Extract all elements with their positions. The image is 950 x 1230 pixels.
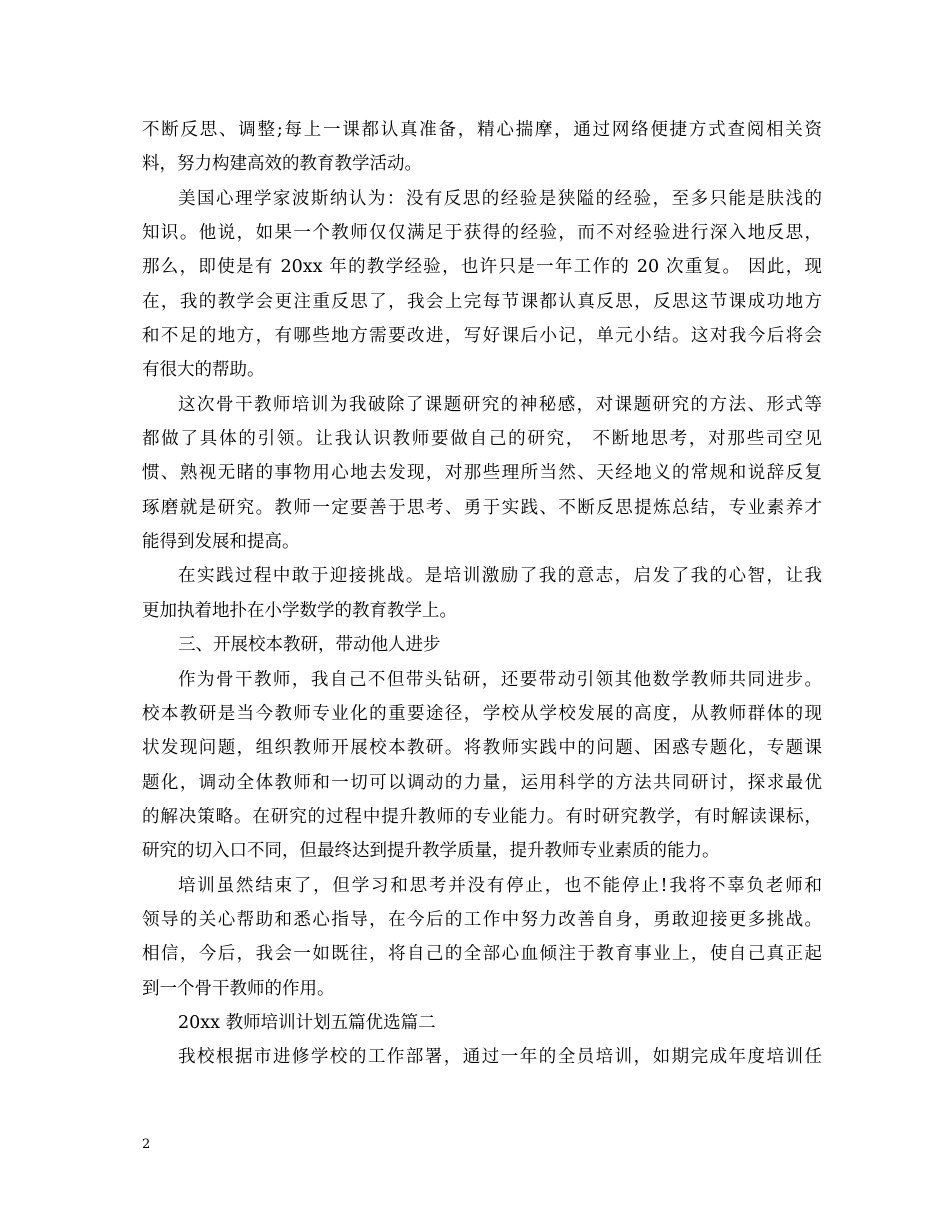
- page-number: 2: [142, 1137, 151, 1152]
- text-line: 都做了具体的引领。让我认识教师要做自己的研究， 不断地思考，对那些司空见: [142, 429, 822, 450]
- text-line: 作为骨干教师，我自己不但带头钻研，还要带动引领其他数学教师共同进步。: [178, 669, 822, 690]
- text-line: 题化，调动全体教师和一切可以调动的力量，运用科学的方法共同研讨，探求最优: [142, 772, 822, 793]
- text-line: 料，努力构建高效的教育教学活动。: [142, 154, 422, 175]
- text-line: 美国心理学家波斯纳认为：没有反思的经验是狭隘的经验，至多只能是肤浅的: [178, 188, 822, 209]
- text-line: 那么，即使是有 20xx 年的教学经验，也许只是一年工作的 20 次重复。 因此，现: [142, 257, 822, 278]
- text-line: 我校根据市进修学校的工作部署，通过一年的全员培训，如期完成年度培训任: [178, 1047, 822, 1068]
- text-line: 领导的关心帮助和悉心指导，在今后的工作中努力改善自身，勇敢迎接更多挑战。: [142, 909, 822, 930]
- text-line: 有很大的帮助。: [142, 360, 265, 381]
- text-line: 惯、熟视无睹的事物用心地去发现，对那些理所当然、天经地义的常规和说辞反复: [142, 463, 822, 484]
- text-line: 知识。他说，如果一个教师仅仅满足于获得的经验，而不对经验进行深入地反思，: [142, 223, 822, 244]
- text-line: 校本教研是当今教师专业化的重要途径，学校从学校发展的高度，从教师群体的现: [142, 703, 822, 724]
- text-line: 在实践过程中敢于迎接挑战。是培训激励了我的意志，启发了我的心智，让我: [178, 566, 822, 587]
- text-line: 更加执着地扑在小学数学的教育教学上。: [142, 600, 457, 621]
- text-line: 状发现问题，组织教师开展校本教研。将教师实践中的问题、困惑专题化，专题课: [142, 738, 822, 759]
- document-body: [142, 113, 822, 1075]
- text-line: 在，我的教学会更注重反思了，我会上完每节课都认真反思，反思这节课成功地方: [142, 291, 822, 312]
- text-line: 培训虽然结束了，但学习和思考并没有停止，也不能停止!我将不辜负老师和: [178, 875, 822, 896]
- text-line: 和不足的地方，有哪些地方需要改进，写好课后小记，单元小结。这对我今后将会: [142, 326, 822, 347]
- text-line: 到一个骨干教师的作用。: [142, 978, 335, 999]
- text-line: 20xx 教师培训计划五篇优选篇二: [178, 1012, 436, 1033]
- text-line: 琢磨就是研究。教师一定要善于思考、勇于实践、不断反思提炼总结，专业素养才: [142, 497, 822, 518]
- text-line: 能得到发展和提高。: [142, 532, 300, 553]
- text-line: 这次骨干教师培训为我破除了课题研究的神秘感，对课题研究的方法、形式等: [178, 394, 822, 415]
- text-line: 的解决策略。在研究的过程中提升教师的专业能力。有时研究教学，有时解读课标，: [142, 806, 822, 827]
- text-line: 相信，今后，我会一如既往，将自己的全部心血倾注于教育事业上，使自己真正起: [142, 944, 822, 965]
- text-line: 不断反思、调整;每上一课都认真准备，精心揣摩，通过网络便捷方式查阅相关资: [142, 120, 822, 140]
- text-line: 三、开展校本教研，带动他人进步: [178, 635, 441, 656]
- text-line: 研究的切入口不同，但最终达到提升教学质量，提升教师专业素质的能力。: [142, 841, 720, 862]
